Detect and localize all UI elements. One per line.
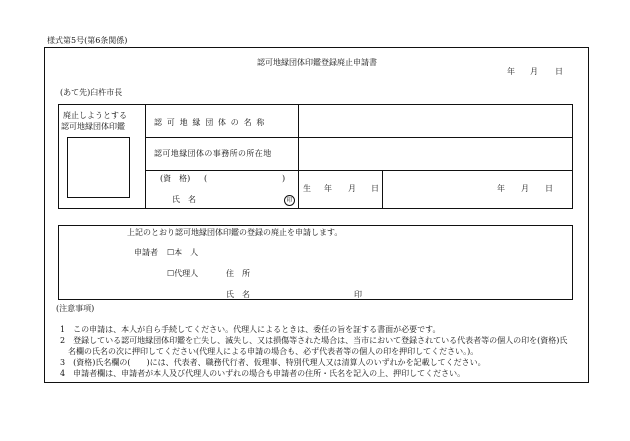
row-divider-2 [145,170,573,171]
org-name-label: 認可地縁団体の名称 [154,118,270,127]
birth-month: 月 [348,184,356,193]
applicant-self-checkbox[interactable]: ☐本 人 [167,248,199,257]
qualification-field[interactable] [210,173,278,184]
submission-date-year: 年 [507,67,515,76]
seal-column-divider [145,104,146,209]
seal-impression-box[interactable] [67,137,130,198]
birth-label: 生 [303,184,311,193]
form-number: 様式第5号(第6条関係) [47,36,128,45]
submission-date-month: 月 [530,67,538,76]
applicant-address-field[interactable] [260,266,560,279]
note-item: 名欄の氏名の次に押印してください(代理人による申請の場合も、必ず代表者等の個人の印を押印してください。)。 [60,347,479,356]
birth-day: 日 [371,184,379,193]
row-divider-1 [145,137,573,138]
label-column-divider [298,104,299,209]
applicant-name-field[interactable] [260,287,350,298]
applicant-address-label: 住 所 [226,269,250,278]
qualification-label: (資 格) [160,174,191,183]
addressee: (あて先)臼杵市長 [60,88,123,97]
note-item: 1 この申請は、本人が自ら手続してください。代理人によるときは、委任の旨を証する書面が必要です。 [60,325,441,334]
qualification-paren-close: ) [282,174,286,183]
applicant-seal-label: 印 [354,290,362,299]
birth-year: 年 [324,184,332,193]
seal-section-line2: 認可地縁団体印鑑 [61,122,125,131]
form-title: 認可地縁団体印鑑登録廃止申請書 [257,58,377,67]
qualification-paren-open: ( [204,174,208,183]
notes-heading: (注意事項) [56,304,95,313]
date-column-divider [382,170,383,209]
representative-seal-mark: 印 [284,195,295,206]
end-day: 日 [545,184,553,193]
end-month: 月 [521,184,529,193]
org-address-label: 認可地縁団体の事務所の所在地 [154,149,272,158]
representative-name-field[interactable] [205,192,280,205]
end-year: 年 [497,184,505,193]
note-item: 3 (資格)氏名欄の( )には、代表者、職務代行者、仮理事、特別代理人又は清算人のいずれかを記載してください。 [60,358,486,367]
representative-name-label: 氏 名 [172,195,196,204]
submission-date-day: 日 [555,67,563,76]
org-address-field[interactable] [302,141,568,167]
seal-section-line1: 廃止しようとする [63,111,127,120]
applicant-name-label: 氏 名 [226,290,250,299]
applicant-agent-checkbox[interactable]: ☐代理人 [167,269,199,278]
org-name-field[interactable] [302,108,568,134]
note-item: 4 申請者欄は、申請者が本人及び代理人のいずれの場合も申請者の住所・氏名を記入の上、押印してください。 [60,369,466,378]
applicant-label: 申請者 [134,248,158,257]
application-statement: 上記のとおり認可地縁団体印鑑の登録の廃止を申請します。 [127,228,343,237]
note-item: 2 登録している認可地縁団体印鑑を亡失し、滅失し、又は損傷等された場合は、当市において登録されている代表者等の個人の印を(資格)氏 [60,336,568,345]
